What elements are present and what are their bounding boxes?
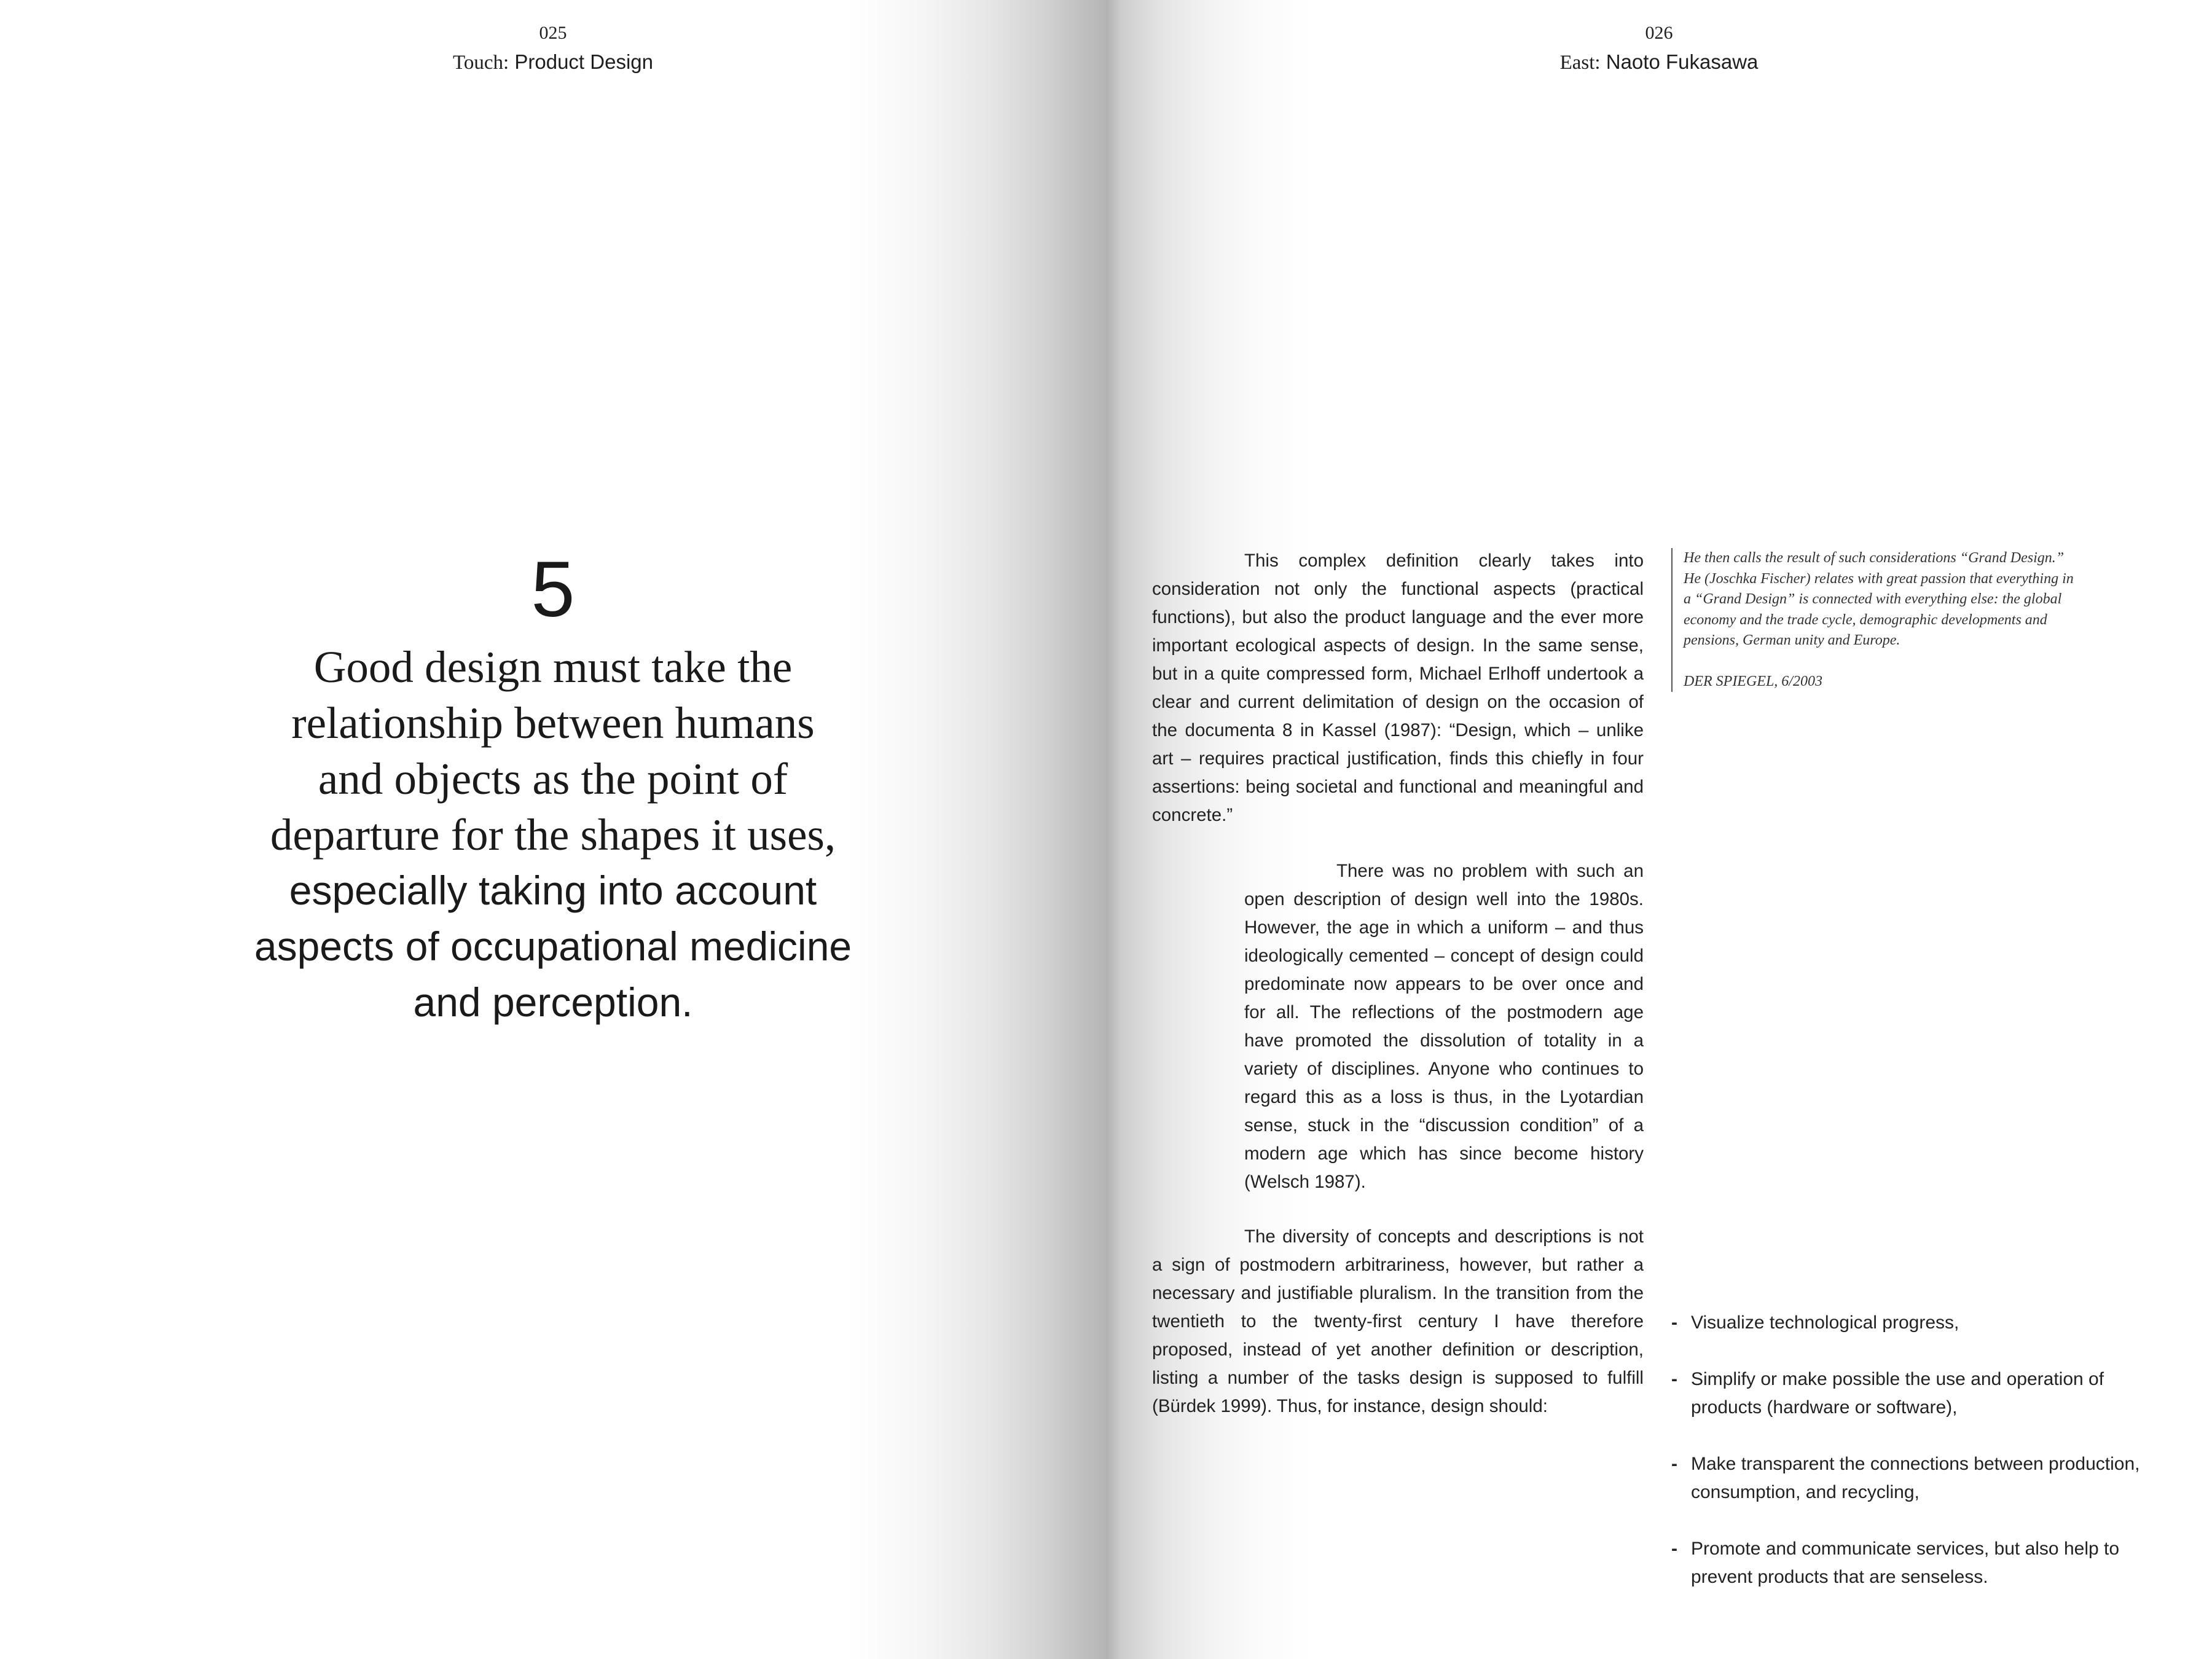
- list-item: [1671, 1535, 2175, 1591]
- principle-rest-line: aspects of occupational medicine: [254, 924, 852, 969]
- principle-lead-line: and objects as the point of: [318, 754, 788, 804]
- right-running-header: [1413, 18, 1905, 77]
- body-paragraph: There was no problem with such an open description of design well into the 1980s. However, the age in which a uniform – and thus ideologically cemented – concept of design could predominate now appears to be over once and for all. The reflections of the postmodern age have promoted the dissolution of totality in a variety of disciplines. Anyone who continues to regard this as a loss is thus, in the Lyotardian sense, stuck in the “discussion condition” of a modern age which has since become history (Welsch 1987).: [1244, 861, 1644, 1192]
- margin-quote: [1671, 548, 2077, 692]
- list-bullet: -: [1671, 1312, 1677, 1333]
- left-section-label: Touch:: [453, 52, 509, 74]
- list-item-text: Visualize technological progress,: [1691, 1312, 1959, 1333]
- principle-lead-line: Good design must take the: [313, 642, 793, 692]
- list-item-text: Make transparent the connections between production, consumption, and recycling,: [1691, 1454, 2140, 1502]
- principle-lead-line: departure for the shapes it uses,: [270, 810, 836, 860]
- right-section-title: Naoto Fukasawa: [1606, 50, 1759, 73]
- body-paragraph: The diversity of concepts and descriptions is not a sign of postmodern arbitrariness, however, but rather a necessary and justifiable pluralism. In the transition from the twentieth to the twenty-first century I have therefore proposed, instead of yet another definition or description, listing a number of the tasks design is supposed to fulfill (Bürdek 1999). Thus, for instance, design should:: [1152, 1226, 1644, 1416]
- right-page-number: 026: [1645, 23, 1673, 43]
- list-item: [1671, 1450, 2175, 1507]
- design-principle: [184, 541, 922, 1030]
- principle-lead-line: relationship between humans: [291, 698, 815, 748]
- left-page-number: 025: [539, 23, 567, 43]
- principle-continuation-text: [184, 863, 922, 1030]
- margin-quote-source: DER SPIEGEL, 6/2003: [1684, 673, 1822, 689]
- body-paragraph: This complex definition clearly takes into consideration not only the functional aspects (practical functions), but also the product language and the ever more important ecological aspects of design. In the same sense, but in a quite compressed form, Michael Erlhoff undertook a clear and current delimitation of design on the occasion of the documenta 8 in Kassel (1987): “Design, which – unlike art – requires practical justification, finds this chiefly in four assertions: being societal and functional and meaningful and concrete.”: [1152, 551, 1644, 825]
- list-item: [1671, 1365, 2175, 1422]
- list-item-text: Simplify or make possible the use and operation of products (hardware or software),: [1691, 1369, 2104, 1418]
- right-section-label: East:: [1559, 52, 1601, 74]
- list-item: [1671, 1309, 2175, 1337]
- design-tasks-list: [1671, 1309, 2175, 1620]
- principle-rest-line: especially taking into account: [289, 868, 817, 913]
- left-section-title: Product Design: [514, 50, 653, 73]
- principle-lead-text: [184, 639, 922, 863]
- list-bullet: -: [1671, 1454, 1677, 1474]
- list-bullet: -: [1671, 1539, 1677, 1559]
- margin-quote-text: He then calls the result of such considerations “Grand Design.” He (Joschka Fischer) relates with great passion that everything in a “Grand Design” is connected with everything else: the global economy and the trade cycle, demographic developments and pensions, German unity and Europe.: [1684, 550, 2074, 648]
- list-item-text: Promote and communicate services, but also help to prevent products that are senseless.: [1691, 1539, 2120, 1587]
- left-running-header: [307, 18, 799, 77]
- principle-rest-line: and perception.: [413, 979, 693, 1025]
- list-bullet: -: [1671, 1369, 1677, 1389]
- principle-number: 5: [531, 546, 575, 633]
